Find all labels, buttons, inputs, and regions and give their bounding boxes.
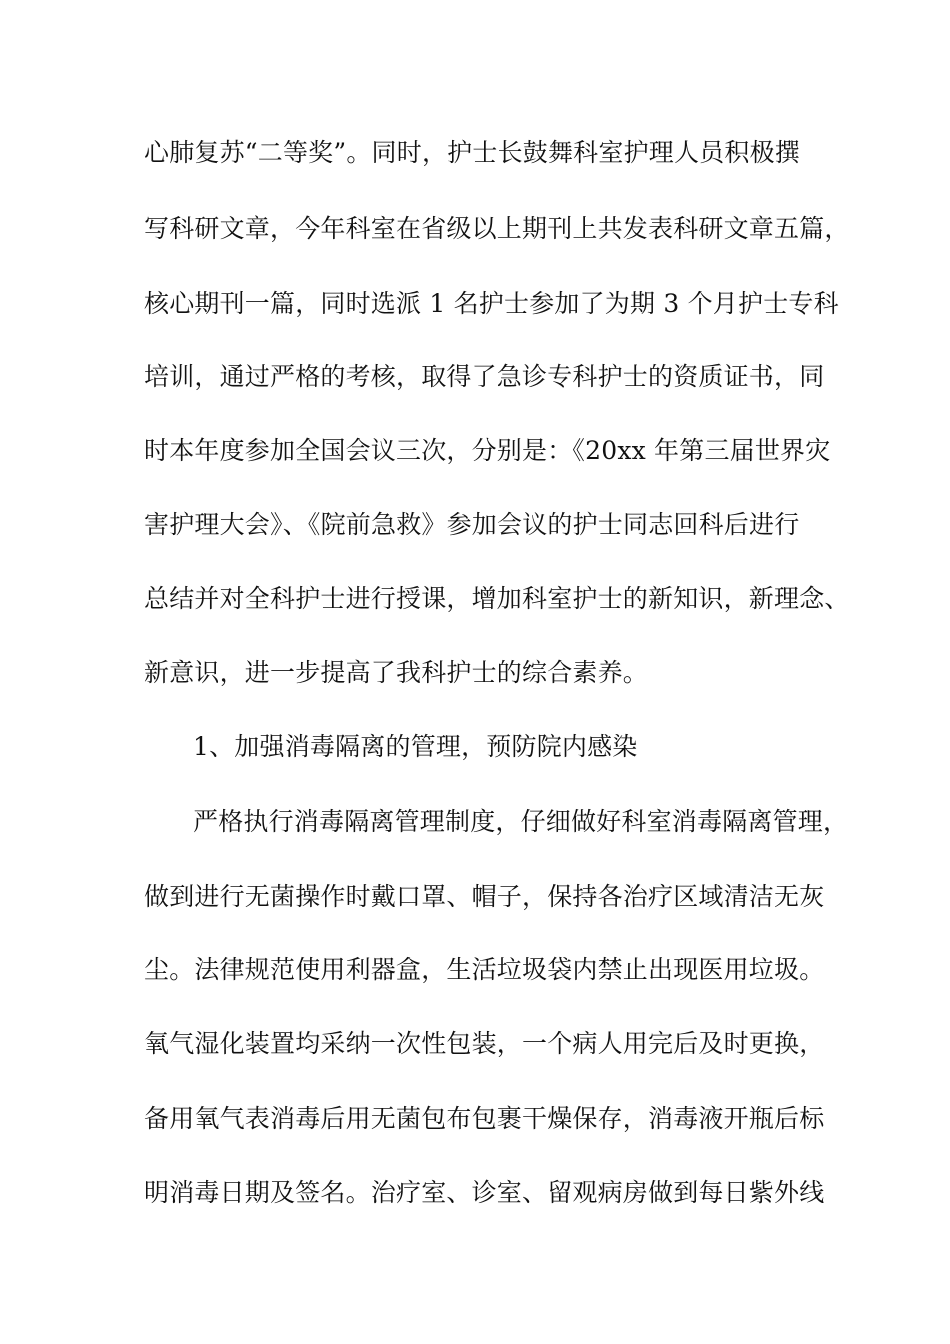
text-line: 氧气湿化装置均采纳一次性包装，一个病人用完后及时更换， [144, 1029, 825, 1058]
text-line: 写科研文章，今年科室在省级以上期刊上共发表科研文章五篇， [144, 214, 850, 243]
text-line: 尘。法律规范使用利器盒，生活垃圾袋内禁止出现医用垃圾。 [144, 955, 825, 984]
text-line: 明消毒日期及签名。治疗室、诊室、留观病房做到每日紫外线 [144, 1178, 825, 1207]
text-line: 备用氧气表消毒后用无菌包布包裹干燥保存，消毒液开瓶后标 [144, 1104, 825, 1133]
text-line: 新意识，进一步提高了我科护士的综合素养。 [144, 658, 649, 687]
text-line: 核心期刊一篇，同时选派 1 名护士参加了为期 3 个月护士专科 [144, 289, 839, 318]
text-line: 培训，通过严格的考核，取得了急诊专科护士的资质证书，同 [144, 362, 825, 391]
text-line: 严格执行消毒隔离管理制度，仔细做好科室消毒隔离管理， [193, 807, 849, 836]
text-line: 做到进行无菌操作时戴口罩、帽子，保持各治疗区域清洁无灰 [144, 882, 825, 911]
section-heading: 1、加强消毒隔离的管理，预防院内感染 [193, 732, 638, 761]
text-line: 时本年度参加全国会议三次，分别是：《20xx 年第三届世界灾 [144, 436, 831, 465]
text-line: 心肺复苏“二等奖”。同时，护士长鼓舞科室护理人员积极撰 [144, 138, 800, 167]
text-line: 总结并对全科护士进行授课，增加科室护士的新知识，新理念、 [144, 584, 850, 613]
text-line: 害护理大会》、《院前急救》参加会议的护士同志回科后进行 [144, 510, 800, 539]
